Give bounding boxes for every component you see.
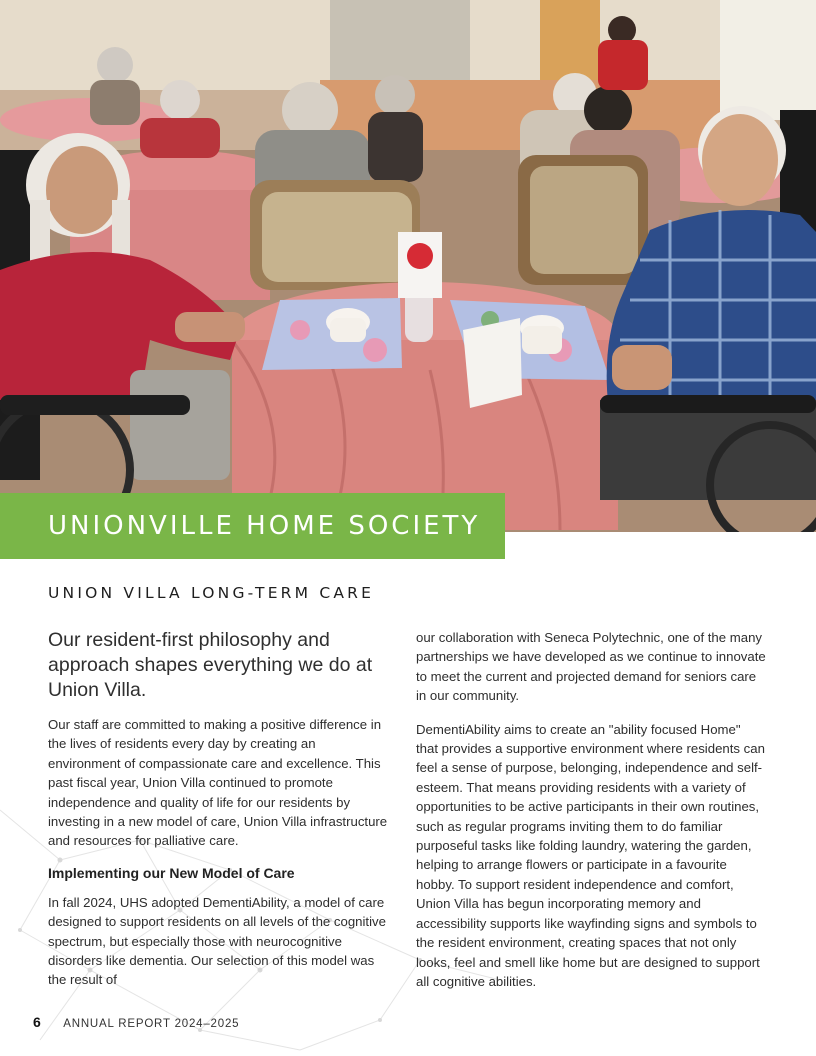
dementiability-paragraph: DementiAbility aims to create an "ability focused Home" that provides a supportive environment where residents can feel a sense of purpose, belonging, independence and self-esteem. That means providing residents with a variety of opportunities to be active participants in their own routines, such as regular programs inviting them to do familiar purposeful tasks like folding laundry, watering the garden, helping to arrange flowers or participate in a favourite hobby. To support resident independence and comfort, Union Villa has begun incorporating memory and accessibility supports like wayfinding signs and symbols to the resident environment, creating spaces that not only looks, feel and smell like home but are designed to support all cognitive abilities. <box>416 721 765 989</box>
model-paragraph: In fall 2024, UHS adopted DementiAbility, a model of care designed to support residents on all levels of the cognitive spectrum, but especially those with neurocognitive disorders like dementia. Our selection of this model was the result of <box>48 894 386 988</box>
organization-banner <box>0 493 505 559</box>
lead-statement: Our resident-first philosophy and approach shapes everything we do at Union Villa. <box>48 629 373 701</box>
report-label: ANNUAL REPORT 2024–2025 <box>63 1018 240 1030</box>
page-number: 6 <box>33 1014 41 1030</box>
continuation-paragraph: our collaboration with Seneca Polytechnic, one of the many partnerships we have developed as we continue to innovate to meet the current and projected demand for seniors care in our community. <box>416 630 766 704</box>
page-footer <box>33 1014 239 1032</box>
section-title: UNION VILLA LONG-TERM CARE <box>48 584 375 602</box>
left-column <box>48 628 388 1004</box>
right-column <box>416 628 766 1005</box>
organization-name: UNIONVILLE HOME SOCIETY <box>48 511 481 541</box>
subheading-new-model: Implementing our New Model of Care <box>48 864 295 881</box>
intro-paragraph: Our staff are committed to making a positive difference in the lives of residents every day by creating an environment of compassionate care and excellence. This past fiscal year, Union Villa continued to promote independence and quality of life for our residents by investing in a new model of care, Union Villa infrastructure and resources for palliative care. <box>48 717 388 849</box>
